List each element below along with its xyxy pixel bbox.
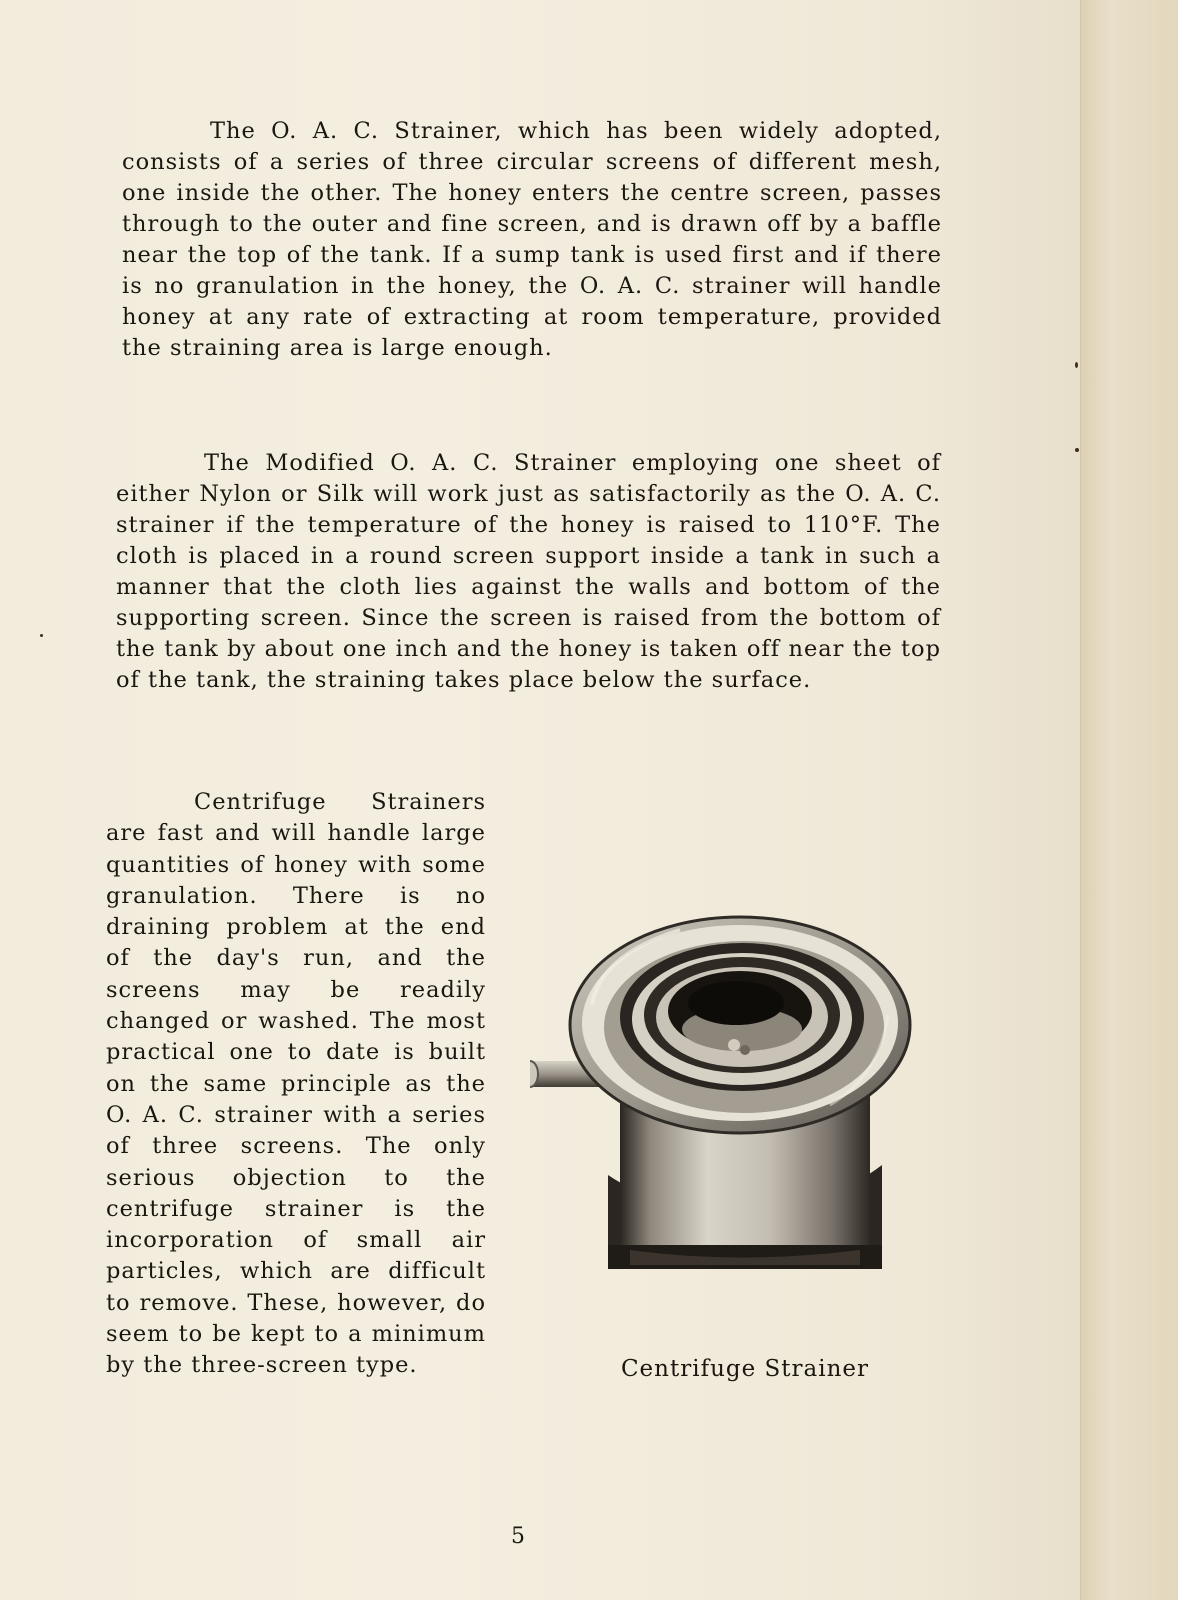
book-gutter	[1080, 0, 1178, 1600]
centrifuge-strainer-photo	[530, 905, 940, 1305]
figure-caption: Centrifuge Strainer	[620, 1356, 870, 1382]
paragraph-centrifuge-strainers-text: Centrifuge Strainers are fast and will handle large quantities of honey with some granulation. There is no draining problem at the end of the day's run, and the screens may be readily changed or washed. The most practical one to date is built on the same principle as the O. A. C. strainer with a series of three screens. The only serious objection to the centrifuge strainer is the incorporation of small air particles, which are difficult to remove. These, however, do seem to be kept to a minimum by the three-screen type.	[106, 789, 486, 1379]
paper-speck	[40, 634, 43, 637]
page-number: 5	[511, 1524, 525, 1549]
paragraph-oac-strainer-text: The O. A. C. Strainer, which has been widely adopted, consists of a series of three circular screens of different mesh, one inside the other. The honey enters the centre screen, passes through to the outer and fine screen, and is drawn off by a baffle near the top of the tank. If a sump tank is used first and if there is no granulation in the honey, the O. A. C. strainer will handle honey at any rate of extracting at room temperature, provided the straining area is large enough.	[122, 118, 942, 361]
paper-speck	[1075, 448, 1079, 452]
paper-speck	[1075, 362, 1078, 368]
centrifuge-strainer-illustration	[530, 905, 940, 1305]
paragraph-modified-oac-strainer-text: The Modified O. A. C. Strainer employing one sheet of either Nylon or Silk will work just as satisfactorily as the O. A. C. strainer if the temperature of the honey is raised to 110°F. The cloth is placed in a round screen support inside a tank in such a manner that the cloth lies against the walls and bottom of the supporting screen. Since the screen is raised from the bottom of the tank by about one inch and the honey is taken off near the top of the tank, the straining takes place below the surface.	[116, 450, 941, 693]
paragraph-centrifuge-strainers	[106, 787, 486, 1382]
paragraph-oac-strainer	[122, 116, 942, 364]
paragraph-modified-oac-strainer	[116, 448, 941, 696]
